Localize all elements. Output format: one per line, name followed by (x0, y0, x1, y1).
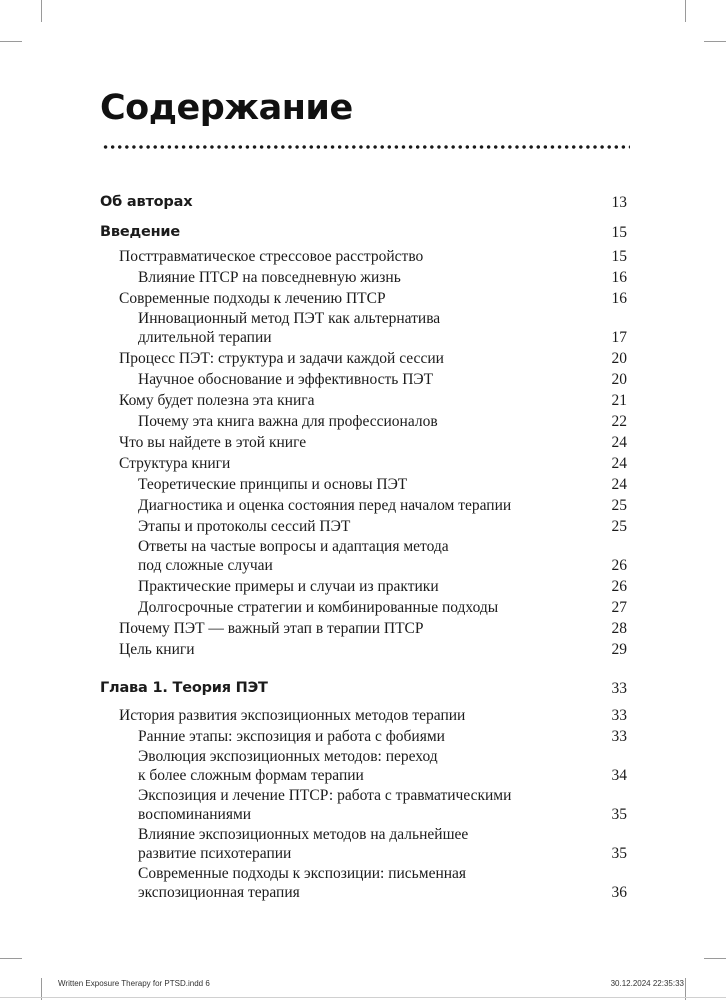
toc-page-number: 33 (611, 707, 627, 724)
toc-page-number: 16 (611, 269, 627, 286)
toc-page-number: 21 (611, 392, 627, 409)
toc-page-number: 27 (611, 599, 627, 616)
toc-entry-title-line: Теоретические принципы и основы ПЭТ (138, 476, 408, 493)
toc-entry-title-line: Этапы и протоколы сессий ПЭТ (138, 518, 351, 535)
title-dotted-rule (102, 144, 630, 150)
toc-entry (0, 370, 726, 389)
crop-mark (41, 0, 42, 22)
toc-entry-title (100, 193, 726, 212)
toc-entry-title (138, 475, 726, 494)
toc-entry-title-line: длительной терапии (138, 329, 272, 346)
toc-entry (0, 247, 726, 266)
toc-entry-title-line: Современные подходы к лечению ПТСР (119, 290, 386, 307)
toc-entry-title-line: Ранние этапы: экспозиция и работа с фобиями (138, 728, 445, 745)
toc-entry-title (138, 496, 726, 515)
toc-entry-title-line: под сложные случаи (138, 557, 273, 574)
toc-entry-title-line: Почему ПЭТ — важный этап в терапии ПТСР (119, 620, 424, 637)
toc-entry-title (138, 786, 726, 824)
toc-page-number: 20 (611, 350, 627, 367)
page-title: Содержание (100, 88, 353, 128)
toc-entry-title (138, 727, 726, 746)
toc-entry-title-line: Эволюция экспозиционных методов: переход (138, 748, 438, 765)
toc-page-number: 33 (611, 680, 627, 697)
toc-entry (0, 747, 726, 785)
toc-chapter (0, 223, 726, 242)
toc-entry (0, 577, 726, 596)
toc-entry (0, 825, 726, 863)
toc-page-number: 26 (611, 578, 627, 595)
toc-entry-title (119, 454, 726, 473)
toc-page-number: 29 (611, 641, 627, 658)
toc-entry-title-line: Долгосрочные стратегии и комбинированные подходы (138, 599, 499, 616)
toc-entry-title-line: Инновационный метод ПЭТ как альтернатива (138, 310, 441, 327)
toc-entry (0, 727, 726, 746)
toc-page-number: 36 (611, 884, 627, 901)
toc-entry-title (138, 825, 726, 863)
toc-chapter (0, 193, 726, 212)
toc-entry (0, 391, 726, 410)
toc-entry-title-line: Современные подходы к экспозиции: письменная (138, 865, 467, 882)
toc-entry-title (138, 309, 726, 347)
toc-page-number: 15 (611, 224, 627, 241)
toc-page-number: 28 (611, 620, 627, 637)
toc-entry (0, 517, 726, 536)
toc-entry-title (100, 223, 726, 242)
toc-entry-title (119, 247, 726, 266)
crop-mark (0, 958, 22, 959)
toc-entry-title-line: Ответы на частые вопросы и адаптация метода (138, 538, 449, 555)
toc-chapter (0, 679, 726, 698)
footer-rule (0, 997, 726, 998)
toc-entry (0, 864, 726, 902)
toc-entry (0, 289, 726, 308)
toc-entry-title-line: Научное обоснование и эффективность ПЭТ (138, 371, 434, 388)
toc-entry-title (119, 433, 726, 452)
toc-entry (0, 619, 726, 638)
toc-entry-title (138, 517, 726, 536)
toc-entry (0, 268, 726, 287)
crop-mark (0, 41, 22, 42)
toc-entry (0, 412, 726, 431)
toc-entry-title-line: Об авторах (100, 194, 193, 210)
toc-entry-title-line: Диагностика и оценка состояния перед началом терапии (138, 497, 512, 514)
toc-entry-title-line: Цель книги (119, 641, 195, 658)
toc-entry-title (119, 619, 726, 638)
toc-entry-title-line: Экспозиция и лечение ПТСР: работа с травматическими (138, 787, 512, 804)
toc-page-number: 34 (611, 767, 627, 784)
toc-entry-title (138, 370, 726, 389)
toc-entry (0, 433, 726, 452)
toc-entry-title (119, 289, 726, 308)
toc-entry-title-line: воспоминаниями (138, 806, 252, 823)
toc-page-number: 24 (611, 476, 627, 493)
crop-mark (685, 0, 686, 22)
toc-entry-title-line: Кому будет полезна эта книга (119, 392, 315, 409)
toc-entry-title-line: Что вы найдете в этой книге (119, 434, 307, 451)
toc-entry-title-line: Посттравматическое стрессовое расстройство (119, 248, 424, 265)
toc-page-number: 33 (611, 728, 627, 745)
toc-page-number: 15 (611, 248, 627, 265)
toc-entry-title (138, 747, 726, 785)
toc-entry-title-line: История развития экспозиционных методов терапии (119, 707, 466, 724)
toc-entry (0, 454, 726, 473)
toc-entry-title-line: Практические примеры и случаи из практики (138, 578, 439, 595)
toc-entry-title-line: Влияние экспозиционных методов на дальнейшее (138, 826, 469, 843)
toc-page-number: 26 (611, 557, 627, 574)
toc-entry (0, 475, 726, 494)
toc-page-number: 35 (611, 806, 627, 823)
toc-page-number: 17 (611, 329, 627, 346)
toc-entry-title (138, 864, 726, 902)
toc-page-number: 24 (611, 455, 627, 472)
toc-entry (0, 786, 726, 824)
toc-entry-title-line: Почему эта книга важна для профессионалов (138, 413, 438, 430)
toc-page-number: 35 (611, 845, 627, 862)
footer-timestamp: 30.12.2024 22:35:33 (610, 979, 684, 988)
crop-mark (704, 41, 726, 42)
toc-entry-title (119, 640, 726, 659)
toc-entry-title (138, 537, 726, 575)
footer-file-name: Written Exposure Therapy for PTSD.indd 6 (58, 979, 210, 988)
toc-entry-title-line: экспозиционная терапия (138, 884, 300, 901)
toc-entry-title-line: Глава 1. Теория ПЭТ (100, 680, 268, 696)
toc-entry (0, 496, 726, 515)
toc-entry-title (138, 412, 726, 431)
toc-entry-title (119, 706, 726, 725)
toc-page-number: 25 (611, 518, 627, 535)
toc-entry-title (138, 577, 726, 596)
toc-entry-title (100, 679, 726, 698)
toc-entry-title (138, 598, 726, 617)
toc-page-number: 20 (611, 371, 627, 388)
toc-entry (0, 349, 726, 368)
toc-entry (0, 706, 726, 725)
crop-mark (704, 958, 726, 959)
toc-page-number: 16 (611, 290, 627, 307)
toc-page-number: 22 (611, 413, 627, 430)
toc-entry-title (138, 268, 726, 287)
toc-entry-title-line: Процесс ПЭТ: структура и задачи каждой сессии (119, 350, 444, 367)
toc-entry (0, 309, 726, 347)
toc-entry (0, 537, 726, 575)
toc-page-number: 25 (611, 497, 627, 514)
toc-entry-title-line: к более сложным формам терапии (138, 767, 364, 784)
toc-entry-title (119, 391, 726, 410)
toc-entry-title-line: развитие психотерапии (138, 845, 292, 862)
toc-entry (0, 598, 726, 617)
toc-entry-title-line: Введение (100, 224, 181, 240)
toc-page-number: 24 (611, 434, 627, 451)
toc-entry-title (119, 349, 726, 368)
toc-entry-title-line: Влияние ПТСР на повседневную жизнь (138, 269, 401, 286)
toc-entry-title-line: Структура книги (119, 455, 231, 472)
toc-entry (0, 640, 726, 659)
toc-page-number: 13 (611, 194, 627, 211)
